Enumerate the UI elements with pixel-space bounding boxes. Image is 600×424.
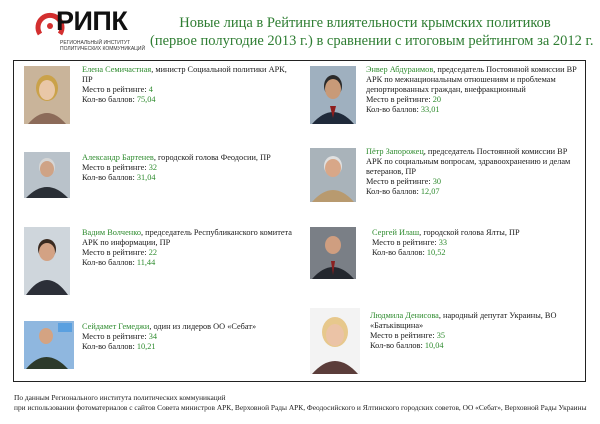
person-card: Людмила Денисова, народный депутат Украины, ВО «Батьківщина» Место в рейтинге: 35 Кол-во баллов: 10,04 — [306, 306, 581, 378]
person-photo — [24, 152, 70, 198]
score-value: 33,01 — [420, 105, 440, 114]
person-title: Сейдамет Гемеджи, один из лидеров ОО «Себат» — [82, 322, 257, 331]
rating-place: 34 — [148, 332, 158, 341]
person-photo — [310, 227, 356, 279]
person-title: Энвер Абдураимов, председатель Постоянной комиссии ВР АРК по межнациональным отношениям и проблемам депортированных граждан, внефракционный — [366, 65, 577, 94]
source-footer: По данным Регионального института политических коммуникаций при использовании фотоматериалов с сайтов Совета министров АРК, Верховной Рады АРК, Феодосийского и Ялтинского городских советов, ОО «Себат», Верховной Рады Украины — [14, 393, 587, 412]
score-value: 10,21 — [136, 342, 156, 351]
person-title: Вадим Волченко, председатель Республиканского комитета АРК по информации, ПР — [82, 228, 292, 247]
person-title: Людмила Денисова, народный депутат Украины, ВО «Батьківщина» — [370, 311, 557, 330]
portrait-icon — [310, 308, 360, 374]
person-card: Сергей Илаш, городской голова Ялты, ПР Место в рейтинге: 33 Кол-во баллов: 10,52 — [306, 225, 581, 285]
rating-place: 20 — [432, 95, 442, 104]
score-value: 75,04 — [136, 95, 156, 104]
person-photo — [310, 66, 356, 124]
person-card: Александр Бартенев, городской голова Феодосии, ПР Место в рейтинге: 32 Кол-во баллов: 31,04 — [20, 150, 300, 210]
score-value: 10,04 — [424, 341, 444, 350]
logo-text: РИПК — [56, 6, 128, 36]
person-photo — [310, 148, 356, 202]
score-value: 12,07 — [420, 187, 440, 196]
person-title: Александр Бартенев, городской голова Феодосии, ПР — [82, 153, 271, 162]
portrait-icon — [310, 148, 356, 202]
rating-place: 32 — [148, 163, 158, 172]
portrait-icon — [24, 66, 70, 124]
person-title: Сергей Илаш, городской голова Ялты, ПР — [372, 228, 520, 237]
person-card: Сейдамет Гемеджи, один из лидеров ОО «Себат» Место в рейтинге: 34 Кол-во баллов: 10,21 — [20, 319, 300, 374]
rating-place: 4 — [148, 85, 153, 94]
person-photo — [310, 308, 360, 374]
person-photo — [24, 321, 74, 369]
portrait-icon — [310, 66, 356, 124]
rating-place: 35 — [436, 331, 446, 340]
person-card: Пётр Запорожец, председатель Постоянной комиссии ВР АРК по социальным вопросам, здравоохранению и делам ветеранов, ПР Место в рейтинге: 30 Кол-во баллов: 12,07 — [306, 146, 581, 206]
rating-place: 30 — [432, 177, 442, 186]
score-value: 10,52 — [426, 248, 446, 257]
rating-place: 33 — [438, 238, 448, 247]
person-card: Елена Семичастная, министр Социальной политики АРК, ПР Место в рейтинге: 4 Кол-во баллов: 75,04 — [20, 64, 300, 134]
portrait-icon — [24, 321, 74, 369]
person-card: Энвер Абдураимов, председатель Постоянной комиссии ВР АРК по межнациональным отношениям и проблемам депортированных граждан, внефракционный Место в рейтинге: 20 Кол-во баллов: 33,01 — [306, 64, 581, 134]
portrait-icon — [24, 227, 70, 295]
rating-place: 22 — [148, 248, 158, 257]
portrait-icon — [310, 227, 356, 279]
score-value: 11,44 — [136, 258, 156, 267]
score-value: 31,04 — [136, 173, 156, 182]
person-card: Вадим Волченко, председатель Республиканского комитета АРК по информации, ПР Место в рейтинге: 22 Кол-во баллов: 11,44 — [20, 225, 300, 295]
person-title: Пётр Запорожец, председатель Постоянной комиссии ВР АРК по социальным вопросам, здравоохранению и делам ветеранов, ПР — [366, 147, 571, 176]
person-photo — [24, 66, 70, 124]
ripk-logo — [34, 8, 144, 58]
logo-subtitle: РЕГИОНАЛЬНЫЙ ИНСТИТУТ ПОЛИТИЧЕСКИХ КОММУНИКАЦИЙ — [60, 40, 146, 52]
person-title: Елена Семичастная, министр Социальной политики АРК, ПР — [82, 65, 287, 84]
person-photo — [24, 227, 70, 295]
page-title: Новые лица в Рейтинге влиятельности крымских политиков (первое полугодие 2013 г.) в сравнении с итоговым рейтингом за 2012 г. — [150, 15, 594, 49]
portrait-icon — [24, 152, 70, 198]
